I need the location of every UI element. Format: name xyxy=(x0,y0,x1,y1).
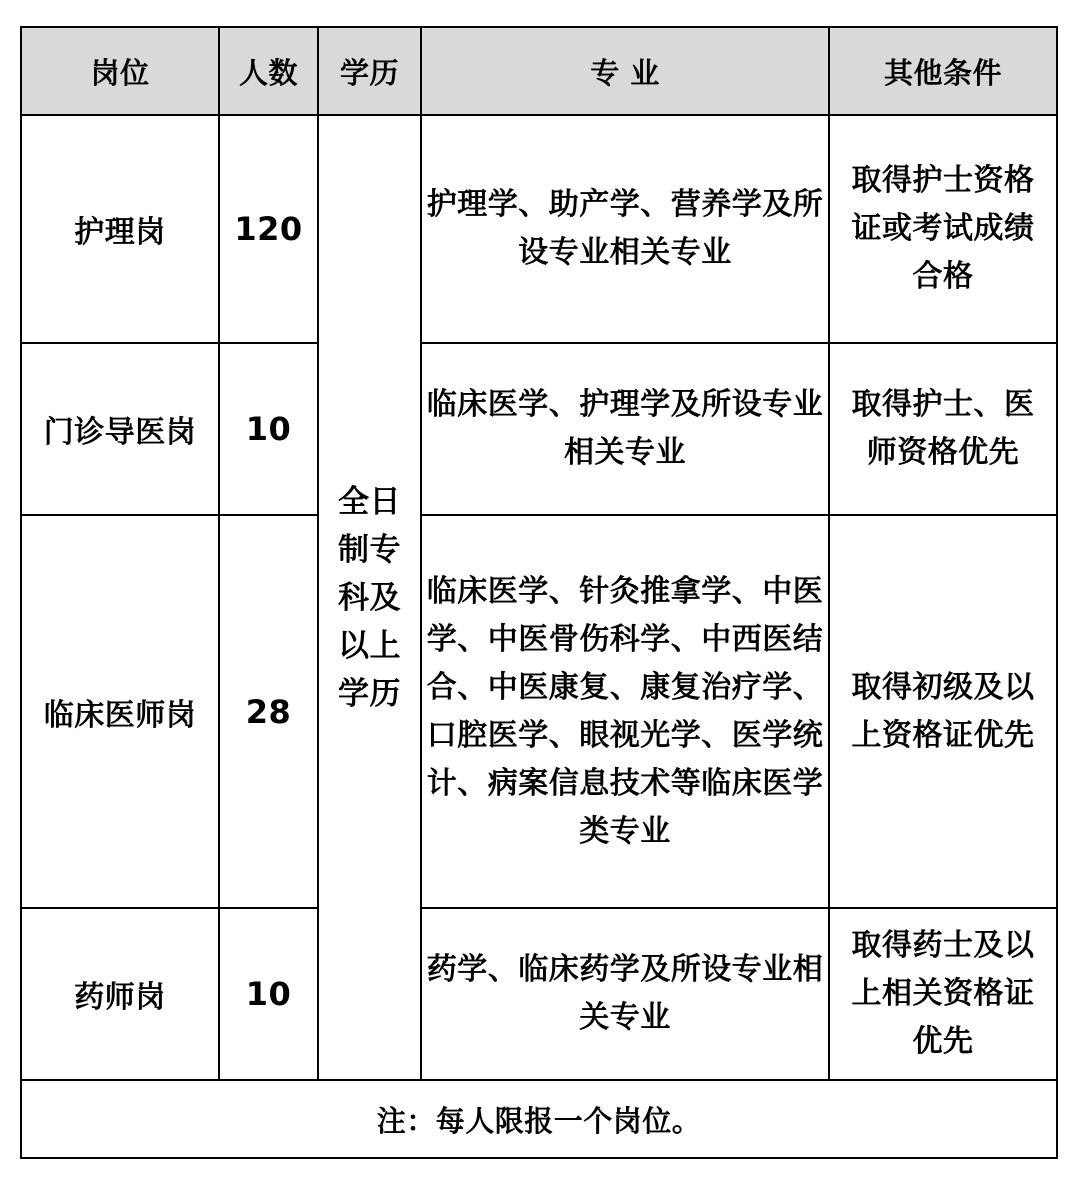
table-row xyxy=(21,515,1057,908)
header-major: 专 业 xyxy=(421,27,829,115)
post-cell: 护理岗 xyxy=(21,115,219,343)
recruitment-table-container xyxy=(20,26,1056,1159)
post-cell: 药师岗 xyxy=(21,908,219,1080)
major-cell: 临床医学、针灸推拿学、中医学、中医骨伤科学、中西医结合、中医康复、康复治疗学、口腔医学、眼视光学、医学统计、病案信息技术等临床医学类专业 xyxy=(421,515,829,908)
major-cell: 药学、临床药学及所设专业相关专业 xyxy=(421,908,829,1080)
other-conditions-cell: 取得药士及以上相关资格证优先 xyxy=(829,908,1057,1080)
note-row xyxy=(21,1080,1057,1158)
header-education: 学历 xyxy=(318,27,421,115)
header-other: 其他条件 xyxy=(829,27,1057,115)
count-cell: 10 xyxy=(219,908,318,1080)
note-cell: 注：每人限报一个岗位。 xyxy=(21,1080,1057,1158)
post-cell: 临床医师岗 xyxy=(21,515,219,908)
header-count: 人数 xyxy=(219,27,318,115)
major-cell: 临床医学、护理学及所设专业相关专业 xyxy=(421,343,829,515)
major-cell: 护理学、助产学、营养学及所设专业相关专业 xyxy=(421,115,829,343)
header-post: 岗位 xyxy=(21,27,219,115)
count-cell: 10 xyxy=(219,343,318,515)
count-cell: 28 xyxy=(219,515,318,908)
other-conditions-cell: 取得护士资格证或考试成绩合格 xyxy=(829,115,1057,343)
header-row xyxy=(21,27,1057,115)
table-row xyxy=(21,115,1057,343)
table-row xyxy=(21,343,1057,515)
count-cell: 120 xyxy=(219,115,318,343)
other-conditions-cell: 取得初级及以上资格证优先 xyxy=(829,515,1057,908)
education-cell: 全日制专科及以上学历 xyxy=(318,115,421,1080)
recruitment-table xyxy=(20,26,1058,1159)
other-conditions-cell: 取得护士、医师资格优先 xyxy=(829,343,1057,515)
post-cell: 门诊导医岗 xyxy=(21,343,219,515)
table-row xyxy=(21,908,1057,1080)
